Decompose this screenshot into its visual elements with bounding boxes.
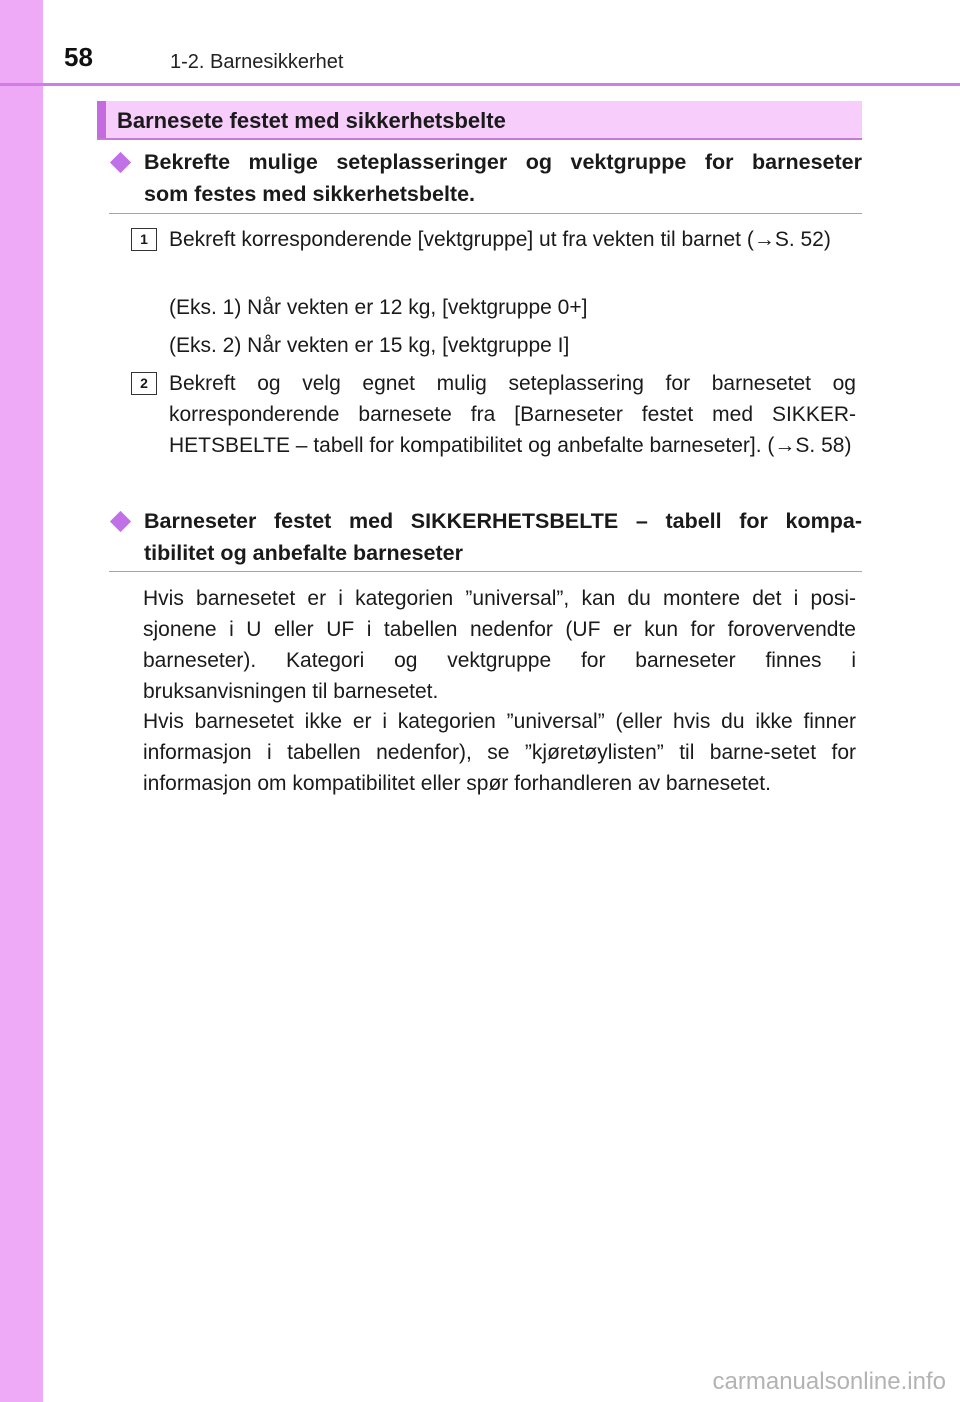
subheading-line1: Bekrefte mulige seteplasseringer og vektgruppe for barneseter [144,150,862,174]
step-2 [131,368,856,461]
paragraph-non-universal: Hvis barnesetet ikke er i kategorien ”universal” (eller hvis du ikke finner informasjon i tabellen nedenfor), se ”kjøretøylisten” til barne-setet for informasjon om kompatibilitet eller spør forhandleren av barnesetet. [143,710,856,795]
step-1-text: Bekreft korresponderende [vektgruppe] ut fra vekten til barnet (→S. 52) [169,228,831,251]
section-path: 1-2. Barnesikkerhet [170,51,344,73]
step-1 [131,224,856,255]
subheading-rule [109,213,862,214]
diamond-bullet-icon [110,152,131,173]
diamond-bullet-icon [110,511,131,532]
step-number-badge: 2 [131,372,157,395]
section-title-box [97,101,862,140]
subheading-rule [109,571,862,572]
left-margin-strip [0,0,43,1402]
example-2: (Eks. 2) Når vekten er 15 kg, [vektgruppe I] [169,334,570,357]
subheading-line2: tibilitet og anbefalte barneseter [144,541,463,565]
step-2-text: Bekreft og velg egnet mulig seteplassering for barnesetet og korresponderende barnesete fra [Barneseter festet med SIKKER-HETSBELTE – tabell for kompatibilitet og anbefalte barneseter]. (→S. 58) [169,372,856,457]
subheading-line1: Barneseter festet med SIKKERHETSBELTE – tabell for kompa- [144,509,862,533]
header-rule [0,83,960,86]
subheading-compat-table [109,505,862,569]
page-number: 58 [64,42,93,72]
subheading-seat-positions [109,146,862,210]
watermark: carmanualsonline.info [712,1368,946,1395]
paragraph-universal: Hvis barnesetet er i kategorien ”universal”, kan du montere det i posi-sjonene i U eller UF i tabellen nedenfor (UF er kun for forovervendte barneseter). Kategori og vektgruppe for barneseter finnes i bruksanvisningen til barnesetet. [143,587,856,703]
step-number-badge: 1 [131,228,157,251]
subheading-line2: som festes med sikkerhetsbelte. [144,182,476,206]
example-1: (Eks. 1) Når vekten er 12 kg, [vektgruppe 0+] [169,296,588,319]
section-title: Barnesete festet med sikkerhetsbelte [117,108,506,133]
section-title-accent [97,101,106,138]
